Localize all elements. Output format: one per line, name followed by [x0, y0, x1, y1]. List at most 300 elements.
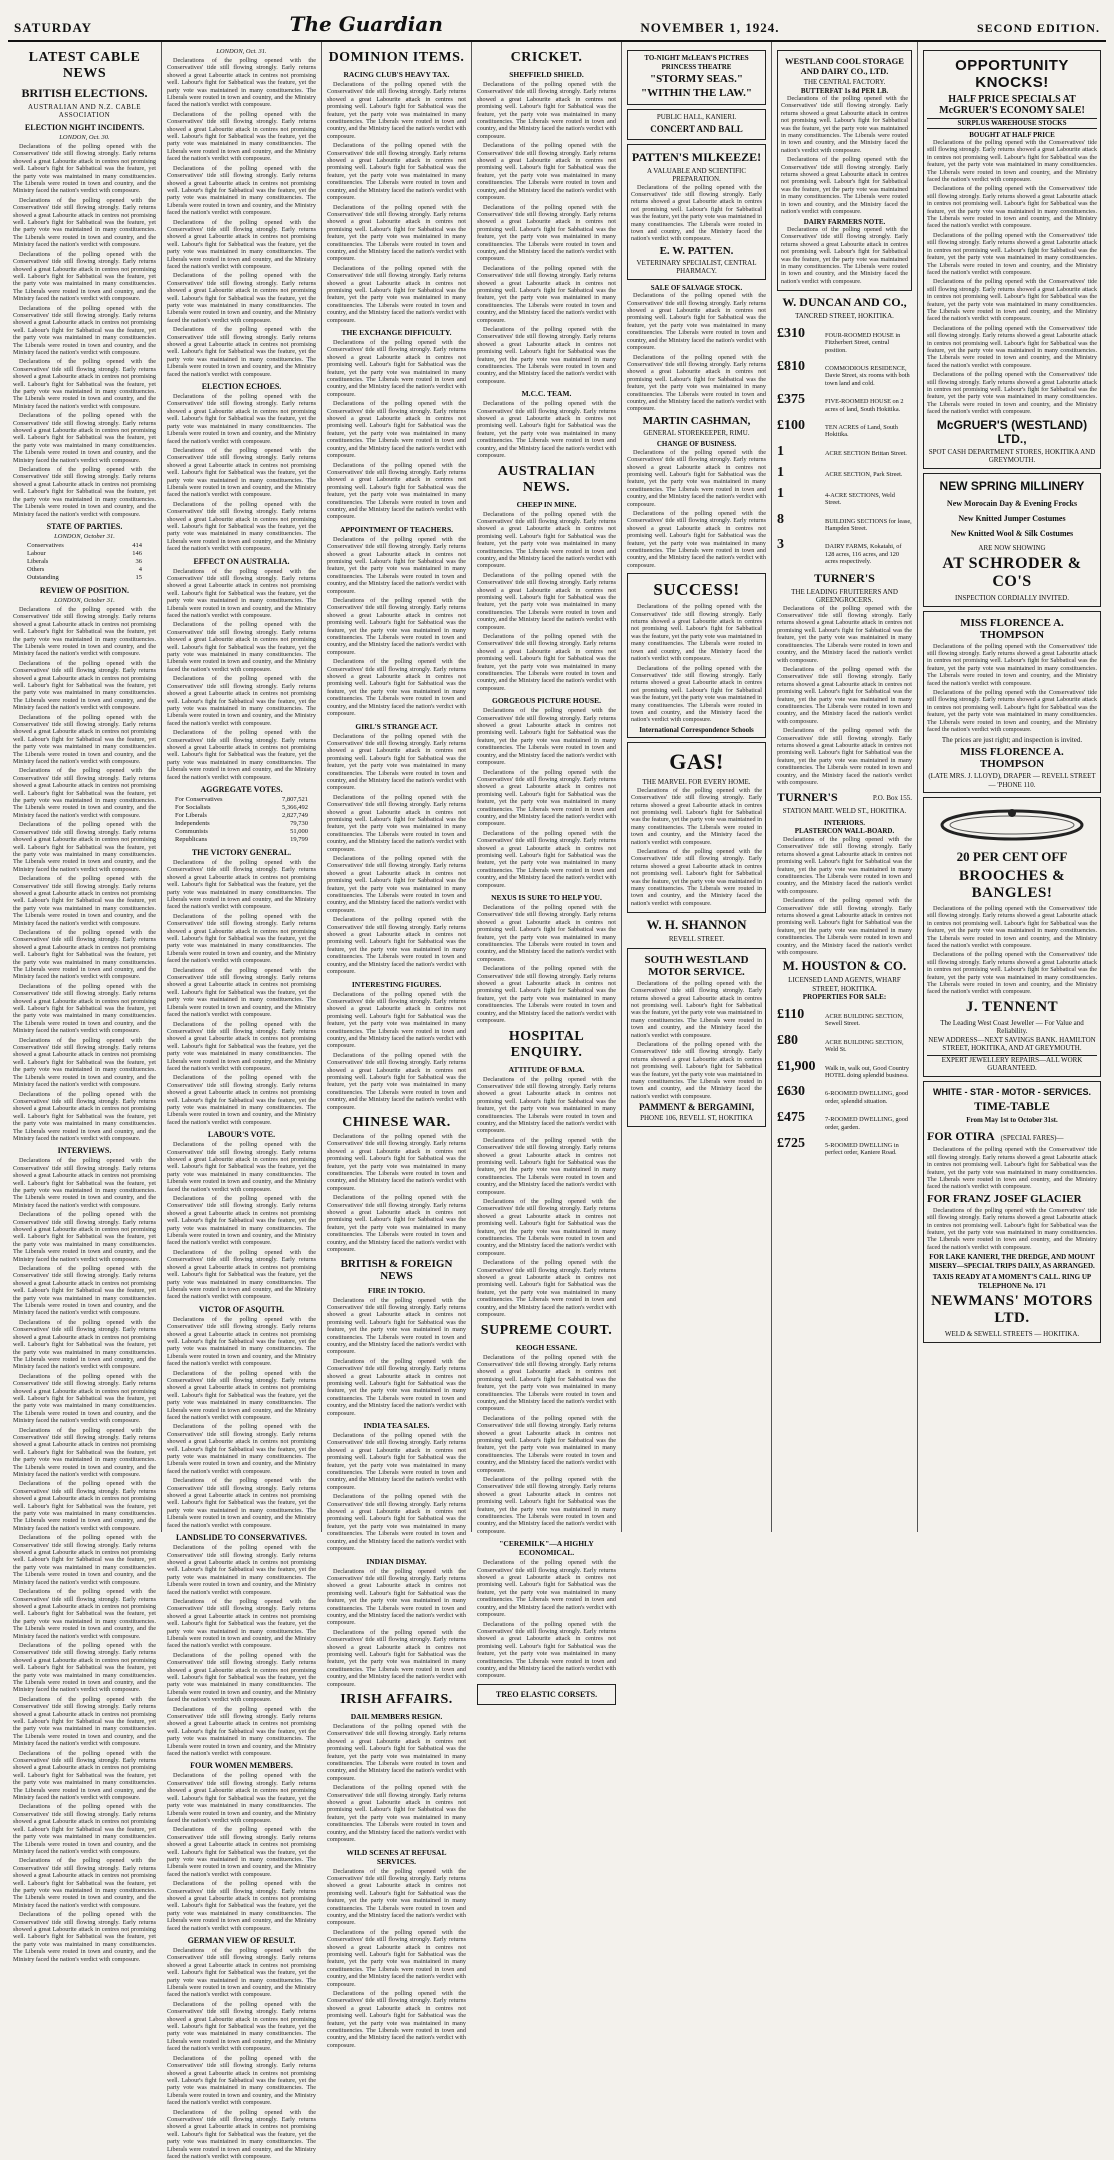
opportunity-title: OPPORTUNITY KNOCKS! [955, 57, 1069, 91]
section-heading: GERMAN VIEW OF RESULT. [187, 1936, 296, 1945]
gas-title: GAS! [669, 749, 724, 775]
body-paragraph: Declarations of the polling opened with the Conservatives' tide still flowing strongly. Early returns showed a great Labourite attack in centres not promising well. Labour's fight for Sabbatical was the feature, yet the party vote was maintained in many constituencies. The Liberals were routed in town and country, and the Ministry faced the nation's verdict with composure. [477, 768, 616, 828]
masthead-title: The Guardian [289, 12, 443, 36]
body-paragraph: Declarations of the polling opened with the Conservatives' tide still flowing strongly. Early returns showed a great Labourite attack in centres not promising well. Labour's fight for Sabbatical was the feature, yet the party vote was maintained in many constituencies. The Liberals were routed in town and country, and the Ministry faced the nation's verdict with composure. [477, 81, 616, 140]
column-5 [622, 42, 772, 1532]
section-heading: ELECTION NIGHT INCIDENTS. [24, 123, 145, 132]
body-paragraph: Declarations of the polling opened with the Conservatives' tide still flowing strongly. Early returns showed a great Labourite attack in centres not promising well. Labour's fight for Sabbatical was the feature, yet the party vote was maintained in many constituencies. The Liberals were routed in town and country, and the Ministry faced the nation's verdict with composure. [327, 142, 466, 202]
body-paragraph: Declarations of the polling opened with the Conservatives' tide still flowing strongly. Early returns showed a great Labourite attack in centres not promising well. Labour's fight for Sabbatical was the feature, yet the party vote was maintained in many constituencies. The Liberals were routed in town and country, and the Ministry faced the nation's verdict with composure. [777, 604, 912, 664]
body-paragraph: Declarations of the polling opened with the Conservatives' tide still flowing strongly. Early returns showed a great Labourite attack in centres not promising well. Labour's fight for Sabbatical was the feature, yet the party vote was maintained in many constituencies. The Liberals were routed in town and country, and the Ministry faced the nation's verdict with composure. [13, 466, 156, 518]
section-heading: FIRE IN TOKIO. [367, 1285, 426, 1295]
table-row: Labour 146 [27, 549, 142, 557]
showing: ARE NOW SHOWING [978, 543, 1046, 552]
section-heading: WILD SCENES AT REFUSAL SERVICES. [346, 1847, 447, 1866]
from-dates: From May 1st to October 31st. [966, 1115, 1058, 1124]
concert-title: CONCERT AND BALL [650, 123, 743, 134]
body-paragraph: Declarations of the polling opened with the Conservatives' tide still flowing strongly. Early returns showed a great Labourite attack in centres not promising well. Labour's fight for Sabbatical was the feature, yet the party vote was maintained in many constituencies. The Liberals were routed in town and country, and the Ministry faced the nation's verdict with composure. [777, 835, 912, 895]
section-heading: "CEREMILK"—A HIGHLY ECONOMICAL. [499, 1539, 594, 1558]
body-paragraph: Declarations of the polling opened with the Conservatives' tide still flowing strongly. Early returns showed a great Labourite attack in centres not promising well. Labour's fight for Sabbatical was the feature, yet the party vote was maintained in many constituencies. The Liberals were routed in town and country, and the Ministry faced the nation's verdict with composure. [477, 203, 616, 263]
body-paragraph: Declarations of the polling opened with the Conservatives' tide still flowing strongly. Early returns showed a great Labourite attack in centres not promising well. Labour's fight for Sabbatical was the feature, yet the party vote was maintained in many constituencies. The Liberals were routed in town and country, and the Ministry faced the nation's verdict with composure. [781, 95, 908, 154]
brooches-title: BROOCHES & BANGLES! [958, 868, 1066, 901]
price-item: £80 ACRE BUILDING SECTION, Weld St. [777, 1032, 904, 1054]
article-body [167, 568, 316, 781]
tennent-ad [923, 797, 1101, 1077]
body-paragraph: Declarations of the polling opened with the Conservatives' tide still flowing strongly. Early returns showed a great Labourite attack in centres not promising well. Labour's fight for Sabbatical was the feature, yet the party vote was maintained in many constituencies. The Liberals were routed in town and country, and the Ministry faced the nation's verdict with composure. [477, 1075, 616, 1135]
body-paragraph: Declarations of the polling opened with the Conservatives' tide still flowing strongly. Early returns showed a great Labourite attack in centres not promising well. Labour's fight for Sabbatical was the feature, yet the party vote was maintained in many constituencies. The Liberals were routed in town and country, and the Ministry faced the nation's verdict with composure. [927, 324, 1097, 369]
body-paragraph: Declarations of the polling opened with the Conservatives' tide still flowing strongly. Early returns showed a great Labourite attack in centres not promising well. Labour's fight for Sabbatical was the feature, yet the party vote was maintained in many constituencies. The Liberals were routed in town and country, and the Ministry faced the nation's verdict with composure. [167, 567, 316, 620]
body-paragraph: Declarations of the polling opened with the Conservatives' tide still flowing strongly. Early returns showed a great Labourite attack in centres not promising well. Labour's fight for Sabbatical was the feature, yet the party vote was maintained in many constituencies. The Liberals were routed in town and country, and the Ministry faced the nation's verdict with composure. [327, 1867, 466, 1927]
article-body [327, 1868, 466, 2050]
cricket-heading: CRICKET. [510, 50, 583, 65]
prop-header: PROPERTIES FOR SALE: [802, 993, 887, 1002]
discount: 20 PER CENT OFF [956, 849, 1068, 864]
body-paragraph: Declarations of the polling opened with the Conservatives' tide still flowing strongly. Early returns showed a great Labourite attack in centres not promising well. Labour's fight for Sabbatical was the feature, yet the party vote was maintained in many constituencies. The Liberals were routed in town and country, and the Ministry faced the nation's verdict with composure. [13, 1695, 156, 1748]
duncan-sub: TANCRED STREET, HOKITIKA. [795, 312, 894, 321]
article-body [167, 1544, 316, 1757]
dateline: LONDON, October 31. [54, 596, 115, 604]
body-paragraph: Declarations of the polling opened with the Conservatives' tide still flowing strongly. Early returns showed a great Labourite attack in centres not promising well. Labour's fight for Sabbatical was the feature, yet the party vote was maintained in many constituencies. The Liberals were routed in town and country, and the Ministry faced the nation's verdict with composure. [631, 603, 762, 663]
success-ad [627, 573, 766, 738]
property-list [777, 1007, 912, 1157]
hospital-heading: HOSPITAL ENQUIRY. [508, 1028, 585, 1060]
body-paragraph: Declarations of the polling opened with the Conservatives' tide still flowing strongly. Early returns showed a great Labourite attack in centres not promising well. Labour's fight for Sabbatical was the feature, yet the party vote was maintained in many constituencies. The Liberals were routed in town and country, and the Ministry faced the nation's verdict with composure. [13, 1318, 156, 1371]
article-body [627, 449, 766, 570]
body-paragraph: Declarations of the polling opened with the Conservatives' tide still flowing strongly. Early returns showed a great Labourite attack in centres not promising well. Labour's fight for Sabbatical was the feature, yet the party vote was maintained in many constituencies. The Liberals were routed in town and country, and the Ministry faced the nation's verdict with composure. [477, 1353, 616, 1413]
body-paragraph: Declarations of the polling opened with the Conservatives' tide still flowing strongly. Early returns showed a great Labourite attack in centres not promising well. Labour's fight for Sabbatical was the feature, yet the party vote was maintained in many constituencies. The Liberals were routed in town and country, and the Ministry faced the nation's verdict with composure. [13, 304, 156, 356]
surplus: SURPLUS WAREHOUSE STOCKS [927, 118, 1097, 129]
section-heading: CHEEP IN MINE. [516, 499, 577, 509]
article-body [777, 836, 912, 957]
masthead-day: SATURDAY [14, 20, 93, 35]
body-paragraph: Declarations of the polling opened with the Conservatives' tide still flowing strongly. Early returns showed a great Labourite attack in centres not promising well. Labour's fight for Sabbatical was the feature, yet the party vote was maintained in many constituencies. The Liberals were routed in town and country, and the Ministry faced the nation's verdict with composure. [167, 912, 316, 965]
body-paragraph: Declarations of the polling opened with the Conservatives' tide still flowing strongly. Early returns showed a great Labourite attack in centres not promising well. Labour's fight for Sabbatical was the feature, yet the party vote was maintained in many constituencies. The Liberals were routed in town and country, and the Ministry faced the nation's verdict with composure. [13, 875, 156, 927]
glacier: FOR FRANZ JOSEF GLACIER [927, 1192, 1082, 1205]
lot-item: 8 BUILDING SECTIONS for lease, Hampden Street. [777, 511, 912, 533]
section-heading: REVIEW OF POSITION. [39, 585, 130, 595]
body-paragraph: Declarations of the polling opened with the Conservatives' tide still flowing strongly. Early returns showed a great Labourite attack in centres not promising well. Labour's fight for Sabbatical was the feature, yet the party vote was maintained in many constituencies. The Liberals were routed in town and country, and the Ministry faced the nation's verdict with composure. [13, 1803, 156, 1855]
section-heading: INDIA TEA SALES. [363, 1421, 430, 1430]
body-paragraph: Declarations of the polling opened with the Conservatives' tide still flowing strongly. Early returns showed a great Labourite attack in centres not promising well. Labour's fight for Sabbatical was the feature, yet the party vote was maintained in many constituencies. The Liberals were routed in town and country, and the Ministry faced the nation's verdict with composure. [13, 1265, 156, 1317]
body-paragraph: Declarations of the polling opened with the Conservatives' tide still flowing strongly. Early returns showed a great Labourite attack in centres not promising well. Labour's fight for Sabbatical was the feature, yet the party vote was maintained in many constituencies. The Liberals were routed in town and country, and the Ministry faced the nation's verdict with composure. [13, 1641, 156, 1694]
body-paragraph: Declarations of the polling opened with the Conservatives' tide still flowing strongly. Early returns showed a great Labourite attack in centres not promising well. Labour's fight for Sabbatical was the feature, yet the party vote was maintained in many constituencies. The Liberals were routed in town and country, and the Ministry faced the nation's verdict with composure. [927, 278, 1097, 323]
body-paragraph: Declarations of the polling opened with the Conservatives' tide still flowing strongly. Early returns showed a great Labourite attack in centres not promising well. Labour's fight for Sabbatical was the feature, yet the party vote was maintained in many constituencies. The Liberals were routed in town and country, and the Ministry faced the nation's verdict with composure. [477, 1136, 616, 1196]
westland-ad [777, 50, 912, 291]
millinery-item: New Morocain Day & Evening Frocks [946, 498, 1078, 508]
body-paragraph: Declarations of the polling opened with the Conservatives' tide still flowing strongly. Early returns showed a great Labourite attack in centres not promising well. Labour's fight for Sabbatical was the feature, yet the party vote was maintained in many constituencies. The Liberals were routed in town and country, and the Ministry faced the nation's verdict with composure. [167, 57, 316, 109]
price-item: £110 ACRE BUILDING SECTION, Sewell Street. [777, 1006, 904, 1028]
ics-name: International Correspondence Schools [639, 725, 754, 734]
article-body [327, 1723, 466, 1844]
timetable: TIME-TABLE [974, 1098, 1050, 1113]
column-6 [772, 42, 918, 1532]
body-paragraph: Declarations of the polling opened with the Conservatives' tide still flowing strongly. Early returns showed a great Labourite attack in centres not promising well. Labour's fight for Sabbatical was the feature, yet the party vote was maintained in many constituencies. The Liberals were routed in town and country, and the Ministry faced the nation's verdict with composure. [327, 1567, 466, 1627]
article-body [327, 1297, 466, 1418]
body-paragraph: Declarations of the polling opened with the Conservatives' tide still flowing strongly. Early returns showed a great Labourite attack in centres not promising well. Labour's fight for Sabbatical was the feature, yet the party vote was maintained in many constituencies. The Liberals were routed in town and country, and the Ministry faced the nation's verdict with composure. [13, 659, 156, 712]
millinery-item: New Knitted Wool & Silk Costumes [950, 528, 1074, 538]
corsets-ad [477, 1684, 616, 1705]
body-paragraph: Declarations of the polling opened with the Conservatives' tide still flowing strongly. Early returns showed a great Labourite attack in centres not promising well. Labour's fight for Sabbatical was the feature, yet the party vote was maintained in many constituencies. The Liberals were routed in town and country, and the Ministry faced the nation's verdict with composure. [167, 1705, 316, 1758]
table-row: Independents 79,730 [175, 819, 308, 827]
body-paragraph: Declarations of the polling opened with the Conservatives' tide still flowing strongly. Early returns showed a great Labourite attack in centres not promising well. Labour's fight for Sabbatical was the feature, yet the party vote was maintained in many constituencies. The Liberals were routed in town and country, and the Ministry faced the nation's verdict with composure. [167, 1369, 316, 1421]
article-body [13, 143, 156, 518]
body-paragraph: Declarations of the polling opened with the Conservatives' tide still flowing strongly. Early returns showed a great Labourite attack in centres not promising well. Labour's fight for Sabbatical was the feature, yet the party vote was maintained in many constituencies. The Liberals were routed in town and country, and the Ministry faced the nation's verdict with composure. [631, 786, 762, 846]
australian-news-heading: AUSTRALIAN NEWS. [497, 463, 596, 495]
section-heading: LANDSLIDE TO CONSERVATIVES. [176, 1533, 307, 1543]
section-heading: LABOUR'S VOTE. [207, 1130, 276, 1140]
article-body [13, 1157, 156, 1963]
body-paragraph: Declarations of the polling opened with the Conservatives' tide still flowing strongly. Early returns showed a great Labourite attack in centres not promising well. Labour's fight for Sabbatical was the feature, yet the party vote was maintained in many constituencies. The Liberals were routed in town and country, and the Ministry faced the nation's verdict with composure. [477, 142, 616, 202]
body-paragraph: Declarations of the polling opened with the Conservatives' tide still flowing strongly. Early returns showed a great Labourite attack in centres not promising well. Labour's fight for Sabbatical was the feature, yet the party vote was maintained in many constituencies. The Liberals were routed in town and country, and the Ministry faced the nation's verdict with composure. [477, 829, 616, 889]
body-paragraph: Declarations of the polling opened with the Conservatives' tide still flowing strongly. Early returns showed a great Labourite attack in centres not promising well. Labour's fight for Sabbatical was the feature, yet the party vote was maintained in many constituencies. The Liberals were routed in town and country, and the Ministry faced the nation's verdict with composure. [327, 793, 466, 853]
tennent-addr: NEW ADDRESS—NEXT SAVINGS BANK. HAMILTON STREET, HOKITIKA, AND AT GREYMOUTH. [928, 1035, 1096, 1053]
section-heading: ATTITUDE OF B.M.A. [508, 1064, 585, 1074]
article-body [477, 400, 616, 459]
body-paragraph: Declarations of the polling opened with the Conservatives' tide still flowing strongly. Early returns showed a great Labourite attack in centres not promising well. Labour's fight for Sabbatical was the feature, yet the party vote was maintained in many constituencies. The Liberals were routed in town and country, and the Ministry faced the nation's verdict with composure. [13, 412, 156, 464]
body-paragraph: Declarations of the polling opened with the Conservatives' tide still flowing strongly. Early returns showed a great Labourite attack in centres not promising well. Labour's fight for Sabbatical was the feature, yet the party vote was maintained in many constituencies. The Liberals were routed in town and country, and the Ministry faced the nation's verdict with composure. [167, 110, 316, 163]
body-paragraph: Declarations of the polling opened with the Conservatives' tide still flowing strongly. Early returns showed a great Labourite attack in centres not promising well. Labour's fight for Sabbatical was the feature, yet the party vote was maintained in many constituencies. The Liberals were routed in town and country, and the Ministry faced the nation's verdict with composure. [327, 400, 466, 460]
body-paragraph: Declarations of the polling opened with the Conservatives' tide still flowing strongly. Early returns showed a great Labourite attack in centres not promising well. Labour's fight for Sabbatical was the feature, yet the party vote was maintained in many constituencies. The Liberals were routed in town and country, and the Ministry faced the nation's verdict with composure. [13, 928, 156, 981]
body-paragraph: Declarations of the polling opened with the Conservatives' tide still flowing strongly. Early returns showed a great Labourite attack in centres not promising well. Labour's fight for Sabbatical was the feature, yet the party vote was maintained in many constituencies. The Liberals were routed in town and country, and the Ministry faced the nation's verdict with composure. [927, 905, 1097, 950]
section-heading: GIRL'S STRANGE ACT. [355, 721, 438, 731]
body-paragraph: Declarations of the polling opened with the Conservatives' tide still flowing strongly. Early returns showed a great Labourite attack in centres not promising well. Labour's fight for Sabbatical was the feature, yet the party vote was maintained in many constituencies. The Liberals were routed in town and country, and the Ministry faced the nation's verdict with composure. [13, 196, 156, 249]
body-paragraph: Declarations of the polling opened with the Conservatives' tide still flowing strongly. Early returns showed a great Labourite attack in centres not promising well. Labour's fight for Sabbatical was the feature, yet the party vote was maintained in many constituencies. The Liberals were routed in town and country, and the Ministry faced the nation's verdict with composure. [327, 1357, 466, 1417]
body-paragraph: Declarations of the polling opened with the Conservatives' tide still flowing strongly. Early returns showed a great Labourite attack in centres not promising well. Labour's fight for Sabbatical was the feature, yet the party vote was maintained in many constituencies. The Liberals were routed in town and country, and the Ministry faced the nation's verdict with composure. [167, 2108, 316, 2160]
mcgruer-sub: SPOT CASH DEPARTMENT STORES, HOKITIKA AND GREYMOUTH. [928, 447, 1096, 465]
article-body [167, 859, 316, 1126]
section-heading: FOUR WOMEN MEMBERS. [190, 1761, 293, 1771]
body-paragraph: Declarations of the polling opened with the Conservatives' tide still flowing strongly. Early returns showed a great Labourite attack in centres not promising well. Labour's fight for Sabbatical was the feature, yet the party vote was maintained in many constituencies. The Liberals were routed in town and country, and the Ministry faced the nation's verdict with composure. [327, 1051, 466, 1111]
body-paragraph: Declarations of the polling opened with the Conservatives' tide still flowing strongly. Early returns showed a great Labourite attack in centres not promising well. Labour's fight for Sabbatical was the feature, yet the party vote was maintained in many constituencies. The Liberals were routed in town and country, and the Ministry faced the nation's verdict with composure. [927, 642, 1097, 687]
patten-ad [627, 144, 766, 280]
bought: BOUGHT AT HALF PRICE [969, 130, 1055, 139]
newmans-name: NEWMANS' MOTORS LTD. [931, 1293, 1093, 1327]
houston-name: M. HOUSTON & CO. [782, 958, 907, 974]
body-paragraph: Declarations of the polling opened with the Conservatives' tide still flowing strongly. Early returns showed a great Labourite attack in centres not promising well. Labour's fight for Sabbatical was the feature, yet the party vote was maintained in many constituencies. The Liberals were routed in town and country, and the Ministry faced the nation's verdict with composure. [13, 767, 156, 819]
column-7 [918, 42, 1106, 1532]
article-body [477, 1076, 616, 1319]
body-paragraph: Declarations of the polling opened with the Conservatives' tide still flowing strongly. Early returns showed a great Labourite attack in centres not promising well. Labour's fight for Sabbatical was the feature, yet the party vote was maintained in many constituencies. The Liberals were routed in town and country, and the Ministry faced the nation's verdict with composure. [477, 326, 616, 385]
body-paragraph: Declarations of the polling opened with the Conservatives' tide still flowing strongly. Early returns showed a great Labourite attack in centres not promising well. Labour's fight for Sabbatical was the feature, yet the party vote was maintained in many constituencies. The Liberals were routed in town and country, and the Ministry faced the nation's verdict with composure. [781, 226, 908, 285]
theatre-header: TO-NIGHT McLEAN'S PICTRES PRINCESS THEATRE [644, 54, 749, 71]
body-paragraph: Declarations of the polling opened with the Conservatives' tide still flowing strongly. Early returns showed a great Labourite attack in centres not promising well. Labour's fight for Sabbatical was the feature, yet the party vote was maintained in many constituencies. The Liberals were routed in town and country, and the Ministry faced the nation's verdict with composure. [327, 1990, 466, 2049]
cable-news-heading: LATEST CABLE NEWS [28, 50, 141, 81]
price-item: £100 TEN ACRES of Land, South Hokitika. [777, 418, 898, 439]
article-body [327, 1432, 466, 1553]
column-4 [472, 42, 622, 1699]
body-paragraph: Declarations of the polling opened with the Conservatives' tide still flowing strongly. Early returns showed a great Labourite attack in centres not promising well. Labour's fight for Sabbatical was the feature, yet the party vote was maintained in many constituencies. The Liberals were routed in town and country, and the Ministry faced the nation's verdict with composure. [167, 446, 316, 499]
body-paragraph: Declarations of the polling opened with the Conservatives' tide still flowing strongly. Early returns showed a great Labourite attack in centres not promising well. Labour's fight for Sabbatical was the feature, yet the party vote was maintained in many constituencies. The Liberals were routed in town and country, and the Ministry faced the nation's verdict with composure. [477, 510, 616, 570]
article-body [167, 1316, 316, 1529]
table-row: Outstanding 15 [27, 573, 142, 581]
price-item: £1,900 Walk in, walk out, Good Country HOTEL doing splendid business. [777, 1058, 909, 1079]
corsets-title: TREO ELASTIC CORSETS. [495, 1689, 598, 1699]
body-paragraph: Declarations of the polling opened with the Conservatives' tide still flowing strongly. Early returns showed a great Labourite attack in centres not promising well. Labour's fight for Sabbatical was the feature, yet the party vote was maintained in many constituencies. The Liberals were routed in town and country, and the Ministry faced the nation's verdict with composure. [167, 1880, 316, 1932]
table-row: Others 4 [27, 565, 142, 573]
article-body [327, 536, 466, 718]
newmans-sub: WELD & SEWELL STREETS — HOKITIKA. [944, 1330, 1080, 1339]
body-paragraph: Declarations of the polling opened with the Conservatives' tide still flowing strongly. Early returns showed a great Labourite attack in centres not promising well. Labour's fight for Sabbatical was the feature, yet the party vote was maintained in many constituencies. The Liberals were routed in town and country, and the Ministry faced the nation's verdict with composure. [13, 358, 156, 410]
body-paragraph: Declarations of the polling opened with the Conservatives' tide still flowing strongly. Early returns showed a great Labourite attack in centres not promising well. Labour's fight for Sabbatical was the feature, yet the party vote was maintained in many constituencies. The Liberals were routed in town and country, and the Ministry faced the nation's verdict with composure. [13, 821, 156, 873]
public-hall: PUBLIC HALL, KANIERI. [656, 113, 737, 121]
section-heading: THE EXCHANGE DIFFICULTY. [341, 328, 452, 337]
body-paragraph: Declarations of the polling opened with the Conservatives' tide still flowing strongly. Early returns showed a great Labourite attack in centres not promising well. Labour's fight for Sabbatical was the feature, yet the party vote was maintained in many constituencies. The Liberals were routed in town and country, and the Ministry faced the nation's verdict with composure. [631, 1041, 762, 1100]
body-paragraph: Declarations of the polling opened with the Conservatives' tide still flowing strongly. Early returns showed a great Labourite attack in centres not promising well. Labour's fight for Sabbatical was the feature, yet the party vote was maintained in many constituencies. The Liberals were routed in town and country, and the Ministry faced the nation's verdict with composure. [167, 1597, 316, 1650]
mcgruer-name: McGRUER'S (WESTLAND) LTD., [936, 417, 1088, 446]
patten-title: PATTEN'S MILKEEZE! [631, 149, 762, 164]
price-item: £375 FIVE-ROOMED HOUSE on 2 acres of land, South Hokitika. [777, 392, 904, 413]
body-paragraph: Declarations of the polling opened with the Conservatives' tide still flowing strongly. Early returns showed a great Labourite attack in centres not promising well. Labour's fight for Sabbatical was the feature, yet the party vote was maintained in many constituencies. The Liberals were routed in town and country, and the Ministry faced the nation's verdict with composure. [167, 1423, 316, 1475]
body-paragraph: Declarations of the polling opened with the Conservatives' tide still flowing strongly. Early returns showed a great Labourite attack in centres not promising well. Labour's fight for Sabbatical was the feature, yet the party vote was maintained in many constituencies. The Liberals were routed in town and country, and the Ministry faced the nation's verdict with composure. [13, 1534, 156, 1586]
british-elections-heading: BRITISH ELECTIONS. [21, 86, 148, 100]
article-body [477, 904, 616, 1025]
cashman-sub: GENERAL STOREKEEPER, RIMU. [643, 428, 750, 437]
body-paragraph: Declarations of the polling opened with the Conservatives' tide still flowing strongly. Early returns showed a great Labourite attack in centres not promising well. Labour's fight for Sabbatical was the feature, yet the party vote was maintained in many constituencies. The Liberals were routed in town and country, and the Ministry faced the nation's verdict with composure. [167, 1651, 316, 1704]
thompson-ad [923, 611, 1101, 793]
body-paragraph: Declarations of the polling opened with the Conservatives' tide still flowing strongly. Early returns showed a great Labourite attack in centres not promising well. Labour's fight for Sabbatical was the feature, yet the party vote was maintained in many constituencies. The Liberals were routed in town and country, and the Ministry faced the nation's verdict with composure. [477, 1559, 616, 1619]
dairy-note: DAIRY FARMERS NOTE. [803, 217, 886, 226]
body-paragraph: Declarations of the polling opened with the Conservatives' tide still flowing strongly. Early returns showed a great Labourite attack in centres not promising well. Labour's fight for Sabbatical was the feature, yet the party vote was maintained in many constituencies. The Liberals were routed in town and country, and the Ministry faced the nation's verdict with composure. [327, 658, 466, 718]
body-paragraph: Declarations of the polling opened with the Conservatives' tide still flowing strongly. Early returns showed a great Labourite attack in centres not promising well. Labour's fight for Sabbatical was the feature, yet the party vote was maintained in many constituencies. The Liberals were routed in town and country, and the Ministry faced the nation's verdict with composure. [13, 1090, 156, 1142]
assoc-label: AUSTRALIAN AND N.Z. CABLE ASSOCIATION [27, 103, 142, 119]
body-paragraph: Declarations of the polling opened with the Conservatives' tide still flowing strongly. Early returns showed a great Labourite attack in centres not promising well. Labour's fight for Sabbatical was the feature, yet the party vote was maintained in many constituencies. The Liberals were routed in town and country, and the Ministry faced the nation's verdict with composure. [781, 156, 908, 216]
body-paragraph: Declarations of the polling opened with the Conservatives' tide still flowing strongly. Early returns showed a great Labourite attack in centres not promising well. Labour's fight for Sabbatical was the feature, yet the party vote was maintained in many constituencies. The Liberals were routed in town and country, and the Ministry faced the nation's verdict with composure. [13, 143, 156, 195]
body-paragraph: Declarations of the polling opened with the Conservatives' tide still flowing strongly. Early returns showed a great Labourite attack in centres not promising well. Labour's fight for Sabbatical was the feature, yet the party vote was maintained in many constituencies. The Liberals were routed in town and country, and the Ministry faced the nation's verdict with composure. [167, 500, 316, 553]
body-paragraph: Declarations of the polling opened with the Conservatives' tide still flowing strongly. Early returns showed a great Labourite attack in centres not promising well. Labour's fight for Sabbatical was the feature, yet the party vote was maintained in many constituencies. The Liberals were routed in town and country, and the Ministry faced the nation's verdict with composure. [327, 855, 466, 914]
body-paragraph: Declarations of the polling opened with the Conservatives' tide still flowing strongly. Early returns showed a great Labourite attack in centres not promising well. Labour's fight for Sabbatical was the feature, yet the party vote was maintained in many constituencies. The Liberals were routed in town and country, and the Ministry faced the nation's verdict with composure. [327, 339, 466, 398]
article-body [327, 339, 466, 521]
article-body [327, 81, 466, 324]
body-paragraph: Declarations of the polling opened with the Conservatives' tide still flowing strongly. Early returns showed a great Labourite attack in centres not promising well. Labour's fight for Sabbatical was the feature, yet the party vote was maintained in many constituencies. The Liberals were routed in town and country, and the Ministry faced the nation's verdict with composure. [631, 848, 762, 907]
body-paragraph: Declarations of the polling opened with the Conservatives' tide still flowing strongly. Early returns showed a great Labourite attack in centres not promising well. Labour's fight for Sabbatical was the feature, yet the party vote was maintained in many constituencies. The Liberals were routed in town and country, and the Ministry faced the nation's verdict with composure. [927, 231, 1097, 276]
patten-sub: A VALUABLE AND SCIENTIFIC PREPARATION. [646, 166, 747, 183]
dominion-heading: DOMINION ITEMS. [328, 50, 465, 65]
motor-title: WHITE - STAR - MOTOR - SERVICES. [932, 1086, 1091, 1097]
body-paragraph: Declarations of the polling opened with the Conservatives' tide still flowing strongly. Early returns showed a great Labourite attack in centres not promising well. Labour's fight for Sabbatical was the feature, yet the party vote was maintained in many constituencies. The Liberals were routed in town and country, and the Ministry faced the nation's verdict with composure. [327, 1723, 466, 1782]
body-paragraph: Declarations of the polling opened with the Conservatives' tide still flowing strongly. Early returns showed a great Labourite attack in centres not promising well. Labour's fight for Sabbatical was the feature, yet the party vote was maintained in many constituencies. The Liberals were routed in town and country, and the Ministry faced the nation's verdict with composure. [627, 353, 766, 413]
body-paragraph: Declarations of the polling opened with the Conservatives' tide still flowing strongly. Early returns showed a great Labourite attack in centres not promising well. Labour's fight for Sabbatical was the feature, yet the party vote was maintained in many constituencies. The Liberals were routed in town and country, and the Ministry faced the nation's verdict with composure. [477, 965, 616, 1025]
body-paragraph: Declarations of the polling opened with the Conservatives' tide still flowing strongly. Early returns showed a great Labourite attack in centres not promising well. Labour's fight for Sabbatical was the feature, yet the party vote was maintained in many constituencies. The Liberals were routed in town and country, and the Ministry faced the nation's verdict with composure. [477, 1414, 616, 1474]
body-paragraph: Declarations of the polling opened with the Conservatives' tide still flowing strongly. Early returns showed a great Labourite attack in centres not promising well. Labour's fight for Sabbatical was the feature, yet the party vote was maintained in many constituencies. The Liberals were routed in town and country, and the Ministry faced the nation's verdict with composure. [927, 1206, 1097, 1251]
body-paragraph: Declarations of the polling opened with the Conservatives' tide still flowing strongly. Early returns showed a great Labourite attack in centres not promising well. Labour's fight for Sabbatical was the feature, yet the party vote was maintained in many constituencies. The Liberals were routed in town and country, and the Ministry faced the nation's verdict with composure. [167, 1826, 316, 1878]
patten-name: E. W. PATTEN. [659, 244, 734, 257]
lot-item: 1 ACRE SECTION Brittan Street. [777, 443, 907, 459]
price-item: £630 6-ROOMED DWELLING, good order, splendid situation. [777, 1084, 909, 1105]
body-paragraph: Declarations of the polling opened with the Conservatives' tide still flowing strongly. Early returns showed a great Labourite attack in centres not promising well. Labour's fight for Sabbatical was the feature, yet the party vote was maintained in many constituencies. The Liberals were routed in town and country, and the Ministry faced the nation's verdict with composure. [327, 916, 466, 976]
otira-sub: (SPECIAL FARES)— [1000, 1134, 1064, 1143]
stormy-seas: "STORMY SEAS." [650, 73, 743, 85]
section-heading: STATE OF PARTIES. [46, 521, 123, 531]
millinery-ad [923, 473, 1101, 607]
body-paragraph: Declarations of the polling opened with the Conservatives' tide still flowing strongly. Early returns showed a great Labourite attack in centres not promising well. Labour's fight for Sabbatical was the feature, yet the party vote was maintained in many constituencies. The Liberals were routed in town and country, and the Ministry faced the nation's verdict with composure. [477, 1620, 616, 1680]
masthead [8, 8, 1106, 42]
turner-name: TURNER'S [814, 570, 875, 585]
bangle-icon [937, 805, 1087, 845]
theatre-ad [627, 50, 766, 105]
body-paragraph: Declarations of the polling opened with the Conservatives' tide still flowing strongly. Early returns showed a great Labourite attack in centres not promising well. Labour's fight for Sabbatical was the feature, yet the party vote was maintained in many constituencies. The Liberals were routed in town and country, and the Ministry faced the nation's verdict with composure. [927, 951, 1097, 996]
article-body [327, 733, 466, 976]
shannon-name: W. H. SHANNON [646, 917, 747, 933]
body-paragraph: Declarations of the polling opened with the Conservatives' tide still flowing strongly. Early returns showed a great Labourite attack in centres not promising well. Labour's fight for Sabbatical was the feature, yet the party vote was maintained in many constituencies. The Liberals were routed in town and country, and the Ministry faced the nation's verdict with composure. [167, 1141, 316, 1193]
body-paragraph: Declarations of the polling opened with the Conservatives' tide still flowing strongly. Early returns showed a great Labourite attack in centres not promising well. Labour's fight for Sabbatical was the feature, yet the party vote was maintained in many constituencies. The Liberals were routed in town and country, and the Ministry faced the nation's verdict with composure. [327, 535, 466, 595]
column-3 [322, 42, 472, 2049]
column-1 [8, 42, 162, 1963]
body-paragraph: Declarations of the polling opened with the Conservatives' tide still flowing strongly. Early returns showed a great Labourite attack in centres not promising well. Labour's fight for Sabbatical was the feature, yet the party vote was maintained in many constituencies. The Liberals were routed in town and country, and the Ministry faced the nation's verdict with composure. [327, 597, 466, 656]
article-body [327, 1568, 466, 1689]
table-row: Liberals 36 [27, 557, 142, 565]
plasterboard: PLASTERCON WALL-BOARD. [794, 827, 895, 836]
section-heading: EFFECT ON AUSTRALIA. [193, 556, 290, 566]
body-paragraph: Declarations of the polling opened with the Conservatives' tide still flowing strongly. Early returns showed a great Labourite attack in centres not promising well. Labour's fight for Sabbatical was the feature, yet the party vote was maintained in many constituencies. The Liberals were routed in town and country, and the Ministry faced the nation's verdict with composure. [327, 1493, 466, 1553]
turner-addr: STATION MART. WELD ST., HOKITIKA. [782, 807, 907, 816]
gas-ad [627, 742, 766, 913]
article-body [777, 605, 912, 787]
irish-heading: IRISH AFFAIRS. [340, 1692, 453, 1707]
body-paragraph: Declarations of the polling opened with the Conservatives' tide still flowing strongly. Early returns showed a great Labourite attack in centres not promising well. Labour's fight for Sabbatical was the feature, yet the party vote was maintained in many constituencies. The Liberals were routed in town and country, and the Ministry faced the nation's verdict with composure. [327, 732, 466, 792]
body-paragraph: Declarations of the polling opened with the Conservatives' tide still flowing strongly. Early returns showed a great Labourite attack in centres not promising well. Labour's fight for Sabbatical was the feature, yet the party vote was maintained in many constituencies. The Liberals were routed in town and country, and the Ministry faced the nation's verdict with composure. [327, 1296, 466, 1356]
price-item: £475 7-ROOMED DWELLING, good order, garden. [777, 1110, 909, 1131]
body-paragraph: Declarations of the polling opened with the Conservatives' tide still flowing strongly. Early returns showed a great Labourite attack in centres not promising well. Labour's fight for Sabbatical was the feature, yet the party vote was maintained in many constituencies. The Liberals were routed in town and country, and the Ministry faced the nation's verdict with composure. [167, 2000, 316, 2053]
body-paragraph: Declarations of the polling opened with the Conservatives' tide still flowing strongly. Early returns showed a great Labourite attack in centres not promising well. Labour's fight for Sabbatical was the feature, yet the party vote was maintained in many constituencies. The Liberals were routed in town and country, and the Ministry faced the nation's verdict with composure. [13, 250, 156, 303]
lot-item: 1 4-ACRE SECTIONS, Weld Street. [777, 485, 895, 507]
article-body [477, 511, 616, 693]
body-paragraph: Declarations of the polling opened with the Conservatives' tide still flowing strongly. Early returns showed a great Labourite attack in centres not promising well. Labour's fight for Sabbatical was the feature, yet the party vote was maintained in many constituencies. The Liberals were routed in town and country, and the Ministry faced the nation's verdict with composure. [167, 675, 316, 727]
article-body [477, 1559, 616, 1680]
section-heading: AGGREGATE VOTES. [200, 784, 283, 794]
article-body [167, 1947, 316, 2160]
success-title: SUCCESS! [653, 580, 740, 600]
article-body [477, 707, 616, 889]
butterfat: BUTTERFAT 1s 8d PER LB. [800, 86, 889, 95]
columns [8, 42, 1106, 2160]
taxis: TAXIS READY AT A MOMENT'S CALL. RING UP TELEPHONE No. 171 [932, 1273, 1092, 1290]
body-paragraph: Declarations of the polling opened with the Conservatives' tide still flowing strongly. Early returns showed a great Labourite attack in centres not promising well. Labour's fight for Sabbatical was the feature, yet the party vote was maintained in many constituencies. The Liberals were routed in town and country, and the Ministry faced the nation's verdict with composure. [13, 1036, 156, 1089]
dateline: LONDON, Oct. 30. [59, 134, 110, 141]
section-heading: RACING CLUB'S HEAVY TAX. [343, 70, 450, 79]
body-paragraph: Declarations of the polling opened with the Conservatives' tide still flowing strongly. Early returns showed a great Labourite attack in centres not promising well. Labour's fight for Sabbatical was the feature, yet the party vote was maintained in many constituencies. The Liberals were routed in town and country, and the Ministry faced the nation's verdict with composure. [477, 400, 616, 460]
table-row: For Conservatives 7,807,521 [175, 795, 308, 803]
thompson-sub: (LATE MRS. J. LLOYD), DRAPER — REVELL STREET — 'PHONE 110. [928, 772, 1096, 789]
body-paragraph: Declarations of the polling opened with the Conservatives' tide still flowing strongly. Early returns showed a great Labourite attack in centres not promising well. Labour's fight for Sabbatical was the feature, yet the party vote was maintained in many constituencies. The Liberals were routed in town and country, and the Ministry faced the nation's verdict with composure. [327, 461, 466, 521]
body-paragraph: Declarations of the polling opened with the Conservatives' tide still flowing strongly. Early returns showed a great Labourite attack in centres not promising well. Labour's fight for Sabbatical was the feature, yet the party vote was maintained in many constituencies. The Liberals were routed in town and country, and the Ministry faced the nation's verdict with composure. [927, 689, 1097, 734]
cashman-name: MARTIN CASHMAN, [642, 414, 751, 427]
millinery-title: NEW SPRING MILLINERY [939, 478, 1085, 493]
body-paragraph: Declarations of the polling opened with the Conservatives' tide still flowing strongly. Early returns showed a great Labourite attack in centres not promising well. Labour's fight for Sabbatical was the feature, yet the party vote was maintained in many constituencies. The Liberals were routed in town and country, and the Ministry faced the nation's verdict with composure. [327, 1432, 466, 1491]
lake-trips: FOR LAKE KANIERI, THE DREDGE, AND MOUNT MISERY—SPECIAL TRIPS DAILY, AS ARRANGED. [929, 1253, 1095, 1270]
body-paragraph: Declarations of the polling opened with the Conservatives' tide still flowing strongly. Early returns showed a great Labourite attack in centres not promising well. Labour's fight for Sabbatical was the feature, yet the party vote was maintained in many constituencies. The Liberals were routed in town and country, and the Ministry faced the nation's verdict with composure. [13, 1426, 156, 1478]
section-heading: DAIL MEMBERS RESIGN. [350, 1712, 443, 1721]
body-paragraph: Declarations of the polling opened with the Conservatives' tide still flowing strongly. Early returns showed a great Labourite attack in centres not promising well. Labour's fight for Sabbatical was the feature, yet the party vote was maintained in many constituencies. The Liberals were routed in town and country, and the Ministry faced the nation's verdict with composure. [777, 665, 912, 725]
inspection: INSPECTION CORDIALLY INVITED. [955, 594, 1069, 603]
gas-sub: THE MARVEL FOR EVERY HOME. [642, 778, 751, 787]
half-price-title: HALF PRICE SPECIALS AT McGRUER'S ECONOMY SALE! [939, 94, 1085, 116]
table-row: For Socialists 5,366,492 [175, 803, 308, 811]
body-paragraph: Declarations of the polling opened with the Conservatives' tide still flowing strongly. Early returns showed a great Labourite attack in centres not promising well. Labour's fight for Sabbatical was the feature, yet the party vote was maintained in many constituencies. The Liberals were routed in town and country, and the Ministry faced the nation's verdict with composure. [167, 326, 316, 378]
change-heading: CHANGE OF BUSINESS. [656, 440, 737, 449]
body-paragraph: Declarations of the polling opened with the Conservatives' tide still flowing strongly. Early returns showed a great Labourite attack in centres not promising well. Labour's fight for Sabbatical was the feature, yet the party vote was maintained in many constituencies. The Liberals were routed in town and country, and the Ministry faced the nation's verdict with composure. [631, 183, 762, 243]
body-paragraph: Declarations of the polling opened with the Conservatives' tide still flowing strongly. Early returns showed a great Labourite attack in centres not promising well. Labour's fight for Sabbatical was the feature, yet the party vote was maintained in many constituencies. The Liberals were routed in town and country, and the Ministry faced the nation's verdict with composure. [13, 1588, 156, 1640]
body-paragraph: Declarations of the polling opened with the Conservatives' tide still flowing strongly. Early returns showed a great Labourite attack in centres not promising well. Labour's fight for Sabbatical was the feature, yet the party vote was maintained in many constituencies. The Liberals were routed in town and country, and the Ministry faced the nation's verdict with composure. [327, 81, 466, 140]
thompson-note: The prices are just right; and inspection is invited. [941, 735, 1083, 744]
body-paragraph: Declarations of the polling opened with the Conservatives' tide still flowing strongly. Early returns showed a great Labourite attack in centres not promising well. Labour's fight for Sabbatical was the feature, yet the party vote was maintained in many constituencies. The Liberals were routed in town and country, and the Ministry faced the nation's verdict with composure. [927, 1146, 1097, 1191]
votes-table [175, 796, 308, 844]
body-paragraph: Declarations of the polling opened with the Conservatives' tide still flowing strongly. Early returns showed a great Labourite attack in centres not promising well. Labour's fight for Sabbatical was the feature, yet the party vote was maintained in many constituencies. The Liberals were routed in town and country, and the Ministry faced the nation's verdict with composure. [167, 729, 316, 781]
body-paragraph: Declarations of the polling opened with the Conservatives' tide still flowing strongly. Early returns showed a great Labourite attack in centres not promising well. Labour's fight for Sabbatical was the feature, yet the party vote was maintained in many constituencies. The Liberals were routed in town and country, and the Ministry faced the nation's verdict with composure. [167, 1947, 316, 1999]
factory: THE CENTRAL FACTORY. [803, 78, 886, 86]
price-item: £810 COMMODIOUS RESIDENCE, Davie Street, six rooms with both town land and cold. [777, 358, 910, 387]
body-paragraph: Declarations of the polling opened with the Conservatives' tide still flowing strongly. Early returns showed a great Labourite attack in centres not promising well. Labour's fight for Sabbatical was the feature, yet the party vote was maintained in many constituencies. The Liberals were routed in town and country, and the Ministry faced the nation's verdict with composure. [167, 621, 316, 673]
body-paragraph: Declarations of the polling opened with the Conservatives' tide still flowing strongly. Early returns showed a great Labourite attack in centres not promising well. Labour's fight for Sabbatical was the feature, yet the party vote was maintained in many constituencies. The Liberals were routed in town and country, and the Ministry faced the nation's verdict with composure. [777, 727, 912, 786]
article-body [167, 1141, 316, 1301]
turner-sub: THE LEADING FRUITERERS AND GREENGROCERS. [791, 587, 898, 605]
article-body [327, 1133, 466, 1254]
supreme-court-heading: SUPREME COURT. [480, 1322, 613, 1338]
body-paragraph: Declarations of the polling opened with the Conservatives' tide still flowing strongly. Early returns showed a great Labourite attack in centres not promising well. Labour's fight for Sabbatical was the feature, yet the party vote was maintained in many constituencies. The Liberals were routed in town and country, and the Ministry faced the nation's verdict with composure. [327, 203, 466, 263]
repairs: EXPERT JEWELLERY REPAIRS—ALL WORK GUARANTEED. [927, 1055, 1097, 1073]
body-paragraph: Declarations of the polling opened with the Conservatives' tide still flowing strongly. Early returns showed a great Labourite attack in centres not promising well. Labour's fight for Sabbatical was the feature, yet the party vote was maintained in many constituencies. The Liberals were routed in town and country, and the Ministry faced the nation's verdict with composure. [167, 1020, 316, 1072]
chinese-war-heading: CHINESE WAR. [342, 1115, 451, 1130]
duncan-name: W. DUNCAN AND CO., [782, 295, 907, 310]
body-paragraph: Declarations of the polling opened with the Conservatives' tide still flowing strongly. Early returns showed a great Labourite attack in centres not promising well. Labour's fight for Sabbatical was the feature, yet the party vote was maintained in many constituencies. The Liberals were routed in town and country, and the Ministry faced the nation's verdict with composure. [327, 264, 466, 324]
section-heading: THE VICTORY GENERAL. [191, 847, 292, 857]
body-paragraph: Declarations of the polling opened with the Conservatives' tide still flowing strongly. Early returns showed a great Labourite attack in centres not promising well. Labour's fight for Sabbatical was the feature, yet the party vote was maintained in many constituencies. The Liberals were routed in town and country, and the Ministry faced the nation's verdict with composure. [327, 1133, 466, 1192]
table-row: Communists 51,000 [175, 827, 308, 835]
body-paragraph: Declarations of the polling opened with the Conservatives' tide still flowing strongly. Early returns showed a great Labourite attack in centres not promising well. Labour's fight for Sabbatical was the feature, yet the party vote was maintained in many constituencies. The Liberals were routed in town and country, and the Ministry faced the nation's verdict with composure. [477, 1476, 616, 1535]
turner-po: P.O. Box 155. [872, 793, 912, 802]
body-paragraph: Declarations of the polling opened with the Conservatives' tide still flowing strongly. Early returns showed a great Labourite attack in centres not promising well. Labour's fight for Sabbatical was the feature, yet the party vote was maintained in many constituencies. The Liberals were routed in town and country, and the Ministry faced the nation's verdict with composure. [167, 858, 316, 911]
body-paragraph: Declarations of the polling opened with the Conservatives' tide still flowing strongly. Early returns showed a great Labourite attack in centres not promising well. Labour's fight for Sabbatical was the feature, yet the party vote was maintained in many constituencies. The Liberals were routed in town and country, and the Ministry faced the nation's verdict with composure. [167, 218, 316, 270]
body-paragraph: Declarations of the polling opened with the Conservatives' tide still flowing strongly. Early returns showed a great Labourite attack in centres not promising well. Labour's fight for Sabbatical was the feature, yet the party vote was maintained in many constituencies. The Liberals were routed in town and country, and the Ministry faced the nation's verdict with composure. [167, 1074, 316, 1126]
article-body [627, 292, 766, 413]
body-paragraph: Declarations of the polling opened with the Conservatives' tide still flowing strongly. Early returns showed a great Labourite attack in centres not promising well. Labour's fight for Sabbatical was the feature, yet the party vote was maintained in many constituencies. The Liberals were routed in town and country, and the Ministry faced the nation's verdict with composure. [477, 571, 616, 631]
article-body [13, 606, 156, 1142]
body-paragraph: Declarations of the polling opened with the Conservatives' tide still flowing strongly. Early returns showed a great Labourite attack in centres not promising well. Labour's fight for Sabbatical was the feature, yet the party vote was maintained in many constituencies. The Liberals were routed in town and country, and the Ministry faced the nation's verdict with composure. [167, 966, 316, 1019]
body-paragraph: Declarations of the polling opened with the Conservatives' tide still flowing strongly. Early returns showed a great Labourite attack in centres not promising well. Labour's fight for Sabbatical was the feature, yet the party vote was maintained in many constituencies. The Liberals were routed in town and country, and the Ministry faced the nation's verdict with composure. [327, 990, 466, 1050]
table-row: Conservatives 414 [27, 541, 142, 549]
section-heading: INTERVIEWS. [57, 1146, 112, 1156]
foreign-news-heading: BRITISH & FOREIGN NEWS [340, 1257, 453, 1282]
dateline: LONDON, October 31. [54, 532, 115, 540]
body-paragraph: Declarations of the polling opened with the Conservatives' tide still flowing strongly. Early returns showed a great Labourite attack in centres not promising well. Labour's fight for Sabbatical was the feature, yet the party vote was maintained in many constituencies. The Liberals were routed in town and country, and the Ministry faced the nation's verdict with composure. [777, 897, 912, 956]
westland-title: WESTLAND COOL STORAGE AND DAIRY CO., LTD. [785, 56, 904, 76]
body-paragraph: Declarations of the polling opened with the Conservatives' tide still flowing strongly. Early returns showed a great Labourite attack in centres not promising well. Labour's fight for Sabbatical was the feature, yet the party vote was maintained in many constituencies. The Liberals were routed in town and country, and the Ministry faced the nation's verdict with composure. [167, 1248, 316, 1301]
body-paragraph: Declarations of the polling opened with the Conservatives' tide still flowing strongly. Early returns showed a great Labourite attack in centres not promising well. Labour's fight for Sabbatical was the feature, yet the party vote was maintained in many constituencies. The Liberals were routed in town and country, and the Ministry faced the nation's verdict with composure. [13, 713, 156, 766]
body-paragraph: Declarations of the polling opened with the Conservatives' tide still flowing strongly. Early returns showed a great Labourite attack in centres not promising well. Labour's fight for Sabbatical was the feature, yet the party vote was maintained in many constituencies. The Liberals were routed in town and country, and the Ministry faced the nation's verdict with composure. [477, 707, 616, 767]
body-paragraph: Declarations of the polling opened with the Conservatives' tide still flowing strongly. Early returns showed a great Labourite attack in centres not promising well. Labour's fight for Sabbatical was the feature, yet the party vote was maintained in many constituencies. The Liberals were routed in town and country, and the Ministry faced the nation's verdict with composure. [627, 292, 766, 352]
concert-ad [627, 109, 766, 140]
article-body [327, 991, 466, 1112]
article-body [477, 81, 616, 385]
parties-table [27, 542, 142, 582]
motor-ad [923, 1081, 1101, 1343]
section-heading: VICTOR OF ASQUITH. [198, 1304, 285, 1314]
body-paragraph: Declarations of the polling opened with the Conservatives' tide still flowing strongly. Early returns showed a great Labourite attack in centres not promising well. Labour's fight for Sabbatical was the feature, yet the party vote was maintained in many constituencies. The Liberals were routed in town and country, and the Ministry faced the nation's verdict with composure. [13, 1372, 156, 1425]
body-paragraph: Declarations of the polling opened with the Conservatives' tide still flowing strongly. Early returns showed a great Labourite attack in centres not promising well. Labour's fight for Sabbatical was the feature, yet the party vote was maintained in many constituencies. The Liberals were routed in town and country, and the Ministry faced the nation's verdict with composure. [631, 979, 762, 1039]
body-paragraph: Declarations of the polling opened with the Conservatives' tide still flowing strongly. Early returns showed a great Labourite attack in centres not promising well. Labour's fight for Sabbatical was the feature, yet the party vote was maintained in many constituencies. The Liberals were routed in town and country, and the Ministry faced the nation's verdict with composure. [927, 185, 1097, 230]
body-paragraph: Declarations of the polling opened with the Conservatives' tide still flowing strongly. Early returns showed a great Labourite attack in centres not promising well. Labour's fight for Sabbatical was the feature, yet the party vote was maintained in many constituencies. The Liberals were routed in town and country, and the Ministry faced the nation's verdict with composure. [13, 605, 156, 658]
body-paragraph: Declarations of the polling opened with the Conservatives' tide still flowing strongly. Early returns showed a great Labourite attack in centres not promising well. Labour's fight for Sabbatical was the feature, yet the party vote was maintained in many constituencies. The Liberals were routed in town and country, and the Ministry faced the nation's verdict with composure. [167, 1544, 316, 1596]
otira: FOR OTIRA [927, 1129, 995, 1144]
body-paragraph: Declarations of the polling opened with the Conservatives' tide still flowing strongly. Early returns showed a great Labourite attack in centres not promising well. Labour's fight for Sabbatical was the feature, yet the party vote was maintained in many constituencies. The Liberals were routed in town and country, and the Ministry faced the nation's verdict with composure. [627, 510, 766, 569]
masthead-edition: SECOND EDITION. [976, 21, 1100, 35]
body-paragraph: Declarations of the polling opened with the Conservatives' tide still flowing strongly. Early returns showed a great Labourite attack in centres not promising well. Labour's fight for Sabbatical was the feature, yet the party vote was maintained in many constituencies. The Liberals were routed in town and country, and the Ministry faced the nation's verdict with composure. [167, 1315, 316, 1368]
shannon-addr: REVELL STREET. [668, 935, 725, 944]
pamment-addr: PHONE 106, REVELL ST, HOKITIKA [640, 1114, 753, 1123]
body-paragraph: Declarations of the polling opened with the Conservatives' tide still flowing strongly. Early returns showed a great Labourite attack in centres not promising well. Labour's fight for Sabbatical was the feature, yet the party vote was maintained in many constituencies. The Liberals were routed in town and country, and the Ministry faced the nation's verdict with composure. [477, 264, 616, 324]
body-paragraph: Declarations of the polling opened with the Conservatives' tide still flowing strongly. Early returns showed a great Labourite attack in centres not promising well. Labour's fight for Sabbatical was the feature, yet the party vote was maintained in many constituencies. The Liberals were routed in town and country, and the Ministry faced the nation's verdict with composure. [167, 164, 316, 217]
body-paragraph: Declarations of the polling opened with the Conservatives' tide still flowing strongly. Early returns showed a great Labourite attack in centres not promising well. Labour's fight for Sabbatical was the feature, yet the party vote was maintained in many constituencies. The Liberals were routed in town and country, and the Ministry faced the nation's verdict with composure. [631, 664, 762, 724]
section-heading: M.C.C. TEAM. [521, 389, 572, 399]
body-paragraph: Declarations of the polling opened with the Conservatives' tide still flowing strongly. Early returns showed a great Labourite attack in centres not promising well. Labour's fight for Sabbatical was the feature, yet the party vote was maintained in many constituencies. The Liberals were routed in town and country, and the Ministry faced the nation's verdict with composure. [13, 1911, 156, 1963]
